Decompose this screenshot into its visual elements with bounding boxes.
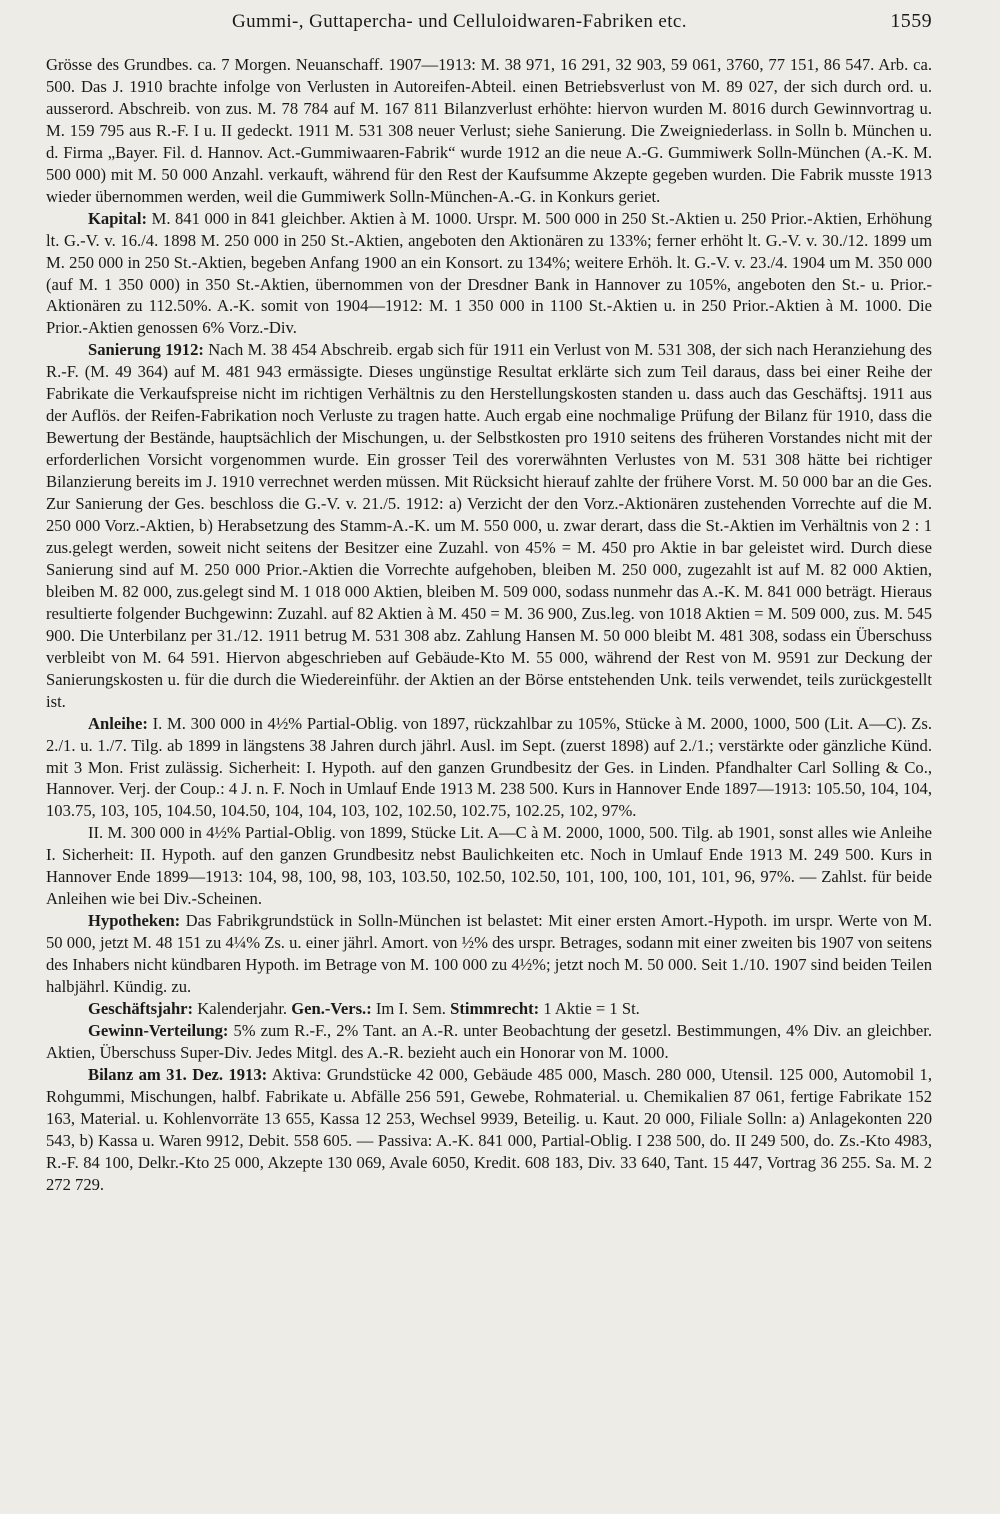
paragraph-text: Im I. Sem. <box>375 998 451 1018</box>
paragraph-gewinn-verteilung <box>46 1020 932 1064</box>
section-label-sanierung: Sanierung 1912: <box>88 340 204 360</box>
paragraph-kapital <box>46 208 932 340</box>
section-label-kapital: Kapital: <box>88 208 148 228</box>
section-label-geschaeftsjahr: Geschäftsjahr: <box>88 998 194 1018</box>
paragraph-text: M. 841 000 in 841 gleichber. Aktien à M. 1000. Urspr. M. 500 000 in 250 St.-Aktien u. 250 Prior.-Aktien, Erhöhung lt. G.-V. v. 16./4. 1898 M. 250 000 in 250 St.-Aktien, angeboten den Aktionären zu 133%; ferner erhöht lt. G.-V. v. 30./12. 1899 um M. 250 000 in 250 St.-Aktien, begeben Anfang 1900 an ein Konsort. zu 134%; weitere Erhöh. lt. G.-V. v. 23./4. 1904 um M. 350 000 (auf M. 1 350 000) in 350 St.-Aktien, übernommen von der Dresdner Bank in Hannover zu 105%, angeboten den St.- u. Prior.-Aktionären zu 112.50%. A.-K. somit von 1904—1912: M. 1 350 000 in 1100 St.-Aktien u. in 250 Prior.-Aktien à M. 1000. Die Prior.-Aktien genossen 6% Vorz.-Div. <box>46 208 932 338</box>
paragraph-text: Grösse des Grundbes. ca. 7 Morgen. Neuanschaff. 1907—1913: M. 38 971, 16 291, 32 903, 59 061, 3760, 77 151, 86 547. Arb. ca. 500. Das J. 1910 brachte infolge von Verlusten in Autoreifen-Abteil. einen Betriebsverlust von M. 89 027, der sich durch ord. u. ausserord. Abschreib. von zus. M. 78 784 auf M. 167 811 Bilanzverlust erhöhte: hiervon wurden M. 8016 durch Gewinnvortrag u. M. 159 795 aus R.-F. I u. II gedeckt. 1911 M. 531 308 neuer Verlust; siehe Sanierung. Die Zweigniederlass. in Solln b. München u. d. Firma „Bayer. Fil. d. Hannov. Act.-Gummiwaaren-Fabrik“ wurde 1912 an die neue A.-G. Gummiwerk Solln-München (A.-K. M. 500 000) mit M. 50 000 Anzahl. verkauft, während für den Rest der Kaufsumme Akzepte gegeben wurden. Die Fabrik musste 1913 wieder übernommen werden, weil die Gummiwerk Solln-München-A.-G. in Konkurs geriet. <box>46 55 932 206</box>
section-label-gewinn-verteilung: Gewinn-Verteilung: <box>88 1020 229 1040</box>
paragraph-text: 1 Aktie = 1 St. <box>543 998 640 1018</box>
section-label-hypotheken: Hypotheken: <box>88 911 181 931</box>
paragraph-text: Nach M. 38 454 Abschreib. ergab sich für 1911 ein Verlust von M. 531 308, der sich nach Heranziehung des R.-F. (M. 49 364) auf M. 481 943 ermässigte. Dieses ungünstige Resultat erklärte sich zum Teil daraus, dass bei einer Reihe der Fabrikate die Verkaufspreise nicht im richtigen Verhältnis zu den Herstellungskosten standen u. dass auch das Geschäftsj. 1911 aus der Auflös. der Reifen-Fabrikation noch Verluste zu tragen hatte. Auch ergab eine nochmalige Prüfung der Bilanz für 1910, dass die Bewertung der Bestände, hauptsächlich der Mischungen, u. der Selbstkosten pro 1910 seitens des früheren Vorstandes nicht mit der erforderlichen Vorsicht vorgenommen wurde. Ein grosser Teil des vorerwähnten Verlustes von M. 531 308 hätte bei richtiger Bilanzierung bereits im J. 1910 verrechnet werden müssen. Mit Rücksicht hierauf zahlte der frühere Vorst. M. 50 000 bar an die Ges. Zur Sanierung der Ges. beschloss die G.-V. v. 21./5. 1912: a) Verzicht der den Vorz.-Aktionären zustehenden Vorrechte auf die M. 250 000 Vorz.-Aktien, b) Herabsetzung des Stamm-A.-K. um M. 550 000, u. zwar derart, dass die St.-Aktien im Verhältnis von 2 : 1 zus.gelegt werden, soweit nicht seitens der Besitzer eine Zuzahl. von 45% = M. 450 pro Aktie in bar geleistet wird. Durch diese Sanierung sind auf M. 250 000 Prior.-Aktien die Vorrechte aufgehoben, bleiben M. 250 000, zugezahlt ist auf M. 82 000 Aktien, bleiben M. 82 000, zus.gelegt sind M. 1 018 000 Aktien, bleiben M. 509 000, sodass nunmehr das A.-K. M. 841 000 beträgt. Hieraus resultierte folgender Buchgewinn: Zuzahl. auf 82 Aktien à M. 450 = M. 36 900, Zus.leg. von 1018 Aktien = M. 509 000, zus. M. 545 900. Die Unterbilanz per 31./12. 1911 betrug M. 531 308 abz. Zahlung Hansen M. 50 000 bleibt M. 481 308, sodass ein Überschuss verbleibt von M. 64 591. Hiervon abgeschrieben auf Gebäude-Kto M. 55 000, während der Rest von M. 9591 zur Deckung der Sanierungskosten u. für die durch die Wiedereinführ. der Aktien an der Börse entstehenden Unk. teils verwendet, teils zurückgestellt ist. <box>46 340 933 711</box>
paragraph-anleihe-2 <box>46 822 932 910</box>
paragraph-sanierung <box>46 339 932 712</box>
paragraph-geschaeftsjahr <box>46 998 932 1020</box>
paragraph-anleihe-1 <box>46 713 932 823</box>
section-label-gen-vers: Gen.-Vers.: <box>291 998 372 1018</box>
section-label-anleihe: Anleihe: <box>88 713 148 733</box>
page-number: 1559 <box>890 10 932 32</box>
paragraph-text: Das Fabrikgrundstück in Solln-München ist belastet: Mit einer ersten Amort.-Hypoth. im urspr. Werte von M. 50 000, jetzt M. 48 151 zu 4¼% Zs. u. einer jährl. Amort. von ½% des urspr. Betrages, sodann mit einer zweiten bis 1907 von seitens des Inhabers nicht kündbaren Hypoth. im Betrage von M. 100 000 zu 4½%; jetzt noch M. 50 000. Seit 1./10. 1907 sind beiden Teilen halbjährl. Kündig. zu. <box>46 911 932 997</box>
section-label-bilanz: Bilanz am 31. Dez. 1913: <box>88 1064 268 1084</box>
paragraph-text: I. M. 300 000 in 4½% Partial-Oblig. von 1897, rückzahlbar zu 105%, Stücke à M. 2000, 1000, 500 (Lit. A—C). Zs. 2./1. u. 1./7. Tilg. ab 1899 in längstens 38 Jahren durch jährl. Ausl. im Sept. (zuerst 1898) auf 2./1.; verstärkte oder gänzliche Künd. mit 3 Mon. Frist zulässig. Sicherheit: I. Hypoth. auf den ganzen Grundbesitz der Ges. in Linden. Pfandhalter Carl Solling & Co., Hannover. Verj. der Coup.: 4 J. n. F. Noch in Umlauf Ende 1913 M. 238 500. Kurs in Hannover Ende 1897—1913: 105.50, 104, 104, 103.75, 103, 105, 104.50, 104.50, 104, 104, 103, 102, 102.50, 102.75, 102.25, 102, 97%. <box>46 713 932 821</box>
paragraph-text: II. M. 300 000 in 4½% Partial-Oblig. von 1899, Stücke Lit. A—C à M. 2000, 1000, 500. Tilg. ab 1901, sonst alles wie Anleihe I. Sicherheit: II. Hypoth. auf den ganzen Grundbesitz nebst Baulichkeiten etc. Noch in Umlauf Ende 1913 M. 249 500. Kurs in Hannover Ende 1899—1913: 104, 98, 100, 98, 103, 103.50, 102.50, 102.50, 101, 100, 100, 101, 101, 96, 97%. — Zahlst. für beide Anleihen wie bei Div.-Scheinen. <box>46 823 932 909</box>
paragraph-text: Kalenderjahr. <box>197 998 292 1018</box>
paragraph-text: Aktiva: Grundstücke 42 000, Gebäude 485 000, Masch. 280 000, Utensil. 125 000, Automobil 1, Rohgummi, Mischungen, halbf. Fabrikate u. Abfälle 256 591, Gewebe, Rohmaterial. u. Chemikalien 87 061, fertige Fabrikate 152 163, Material. u. Kohlenvorräte 13 655, Kassa 12 253, Wechsel 9939, Beteilig. u. Kaut. 20 000, Filiale Solln: a) Anlagekonten 220 543, b) Kassa u. Waren 9912, Debit. 558 605. — Passiva: A.-K. 841 000, Partial-Oblig. I 238 500, do. II 249 500, do. Zs.-Kto 4983, R.-F. 84 100, Delkr.-Kto 25 000, Akzepte 130 069, Avale 6050, Kredit. 608 183, Div. 33 640, Tant. 15 447, Vortrag 36 255. Sa. M. 2 272 729. <box>46 1064 932 1194</box>
paragraph-hypotheken <box>46 910 932 998</box>
section-label-stimmrecht: Stimmrecht: <box>450 998 540 1018</box>
document-body <box>46 54 932 1196</box>
paragraph-bilanz <box>46 1064 932 1196</box>
running-header <box>46 10 932 44</box>
paragraph-text: 5% zum R.-F., 2% Tant. an A.-R. unter Beobachtung der gesetzl. Bestimmungen, 4% Div. an gleichber. Aktien, Überschuss Super-Div. Jedes Mitgl. des A.-R. bezieht auch ein Honorar von M. 1000. <box>46 1020 932 1062</box>
paragraph-grundbesitz <box>46 54 932 208</box>
header-title: Gummi-, Guttapercha- und Celluloidwaren-Fabriken etc. <box>232 11 687 32</box>
